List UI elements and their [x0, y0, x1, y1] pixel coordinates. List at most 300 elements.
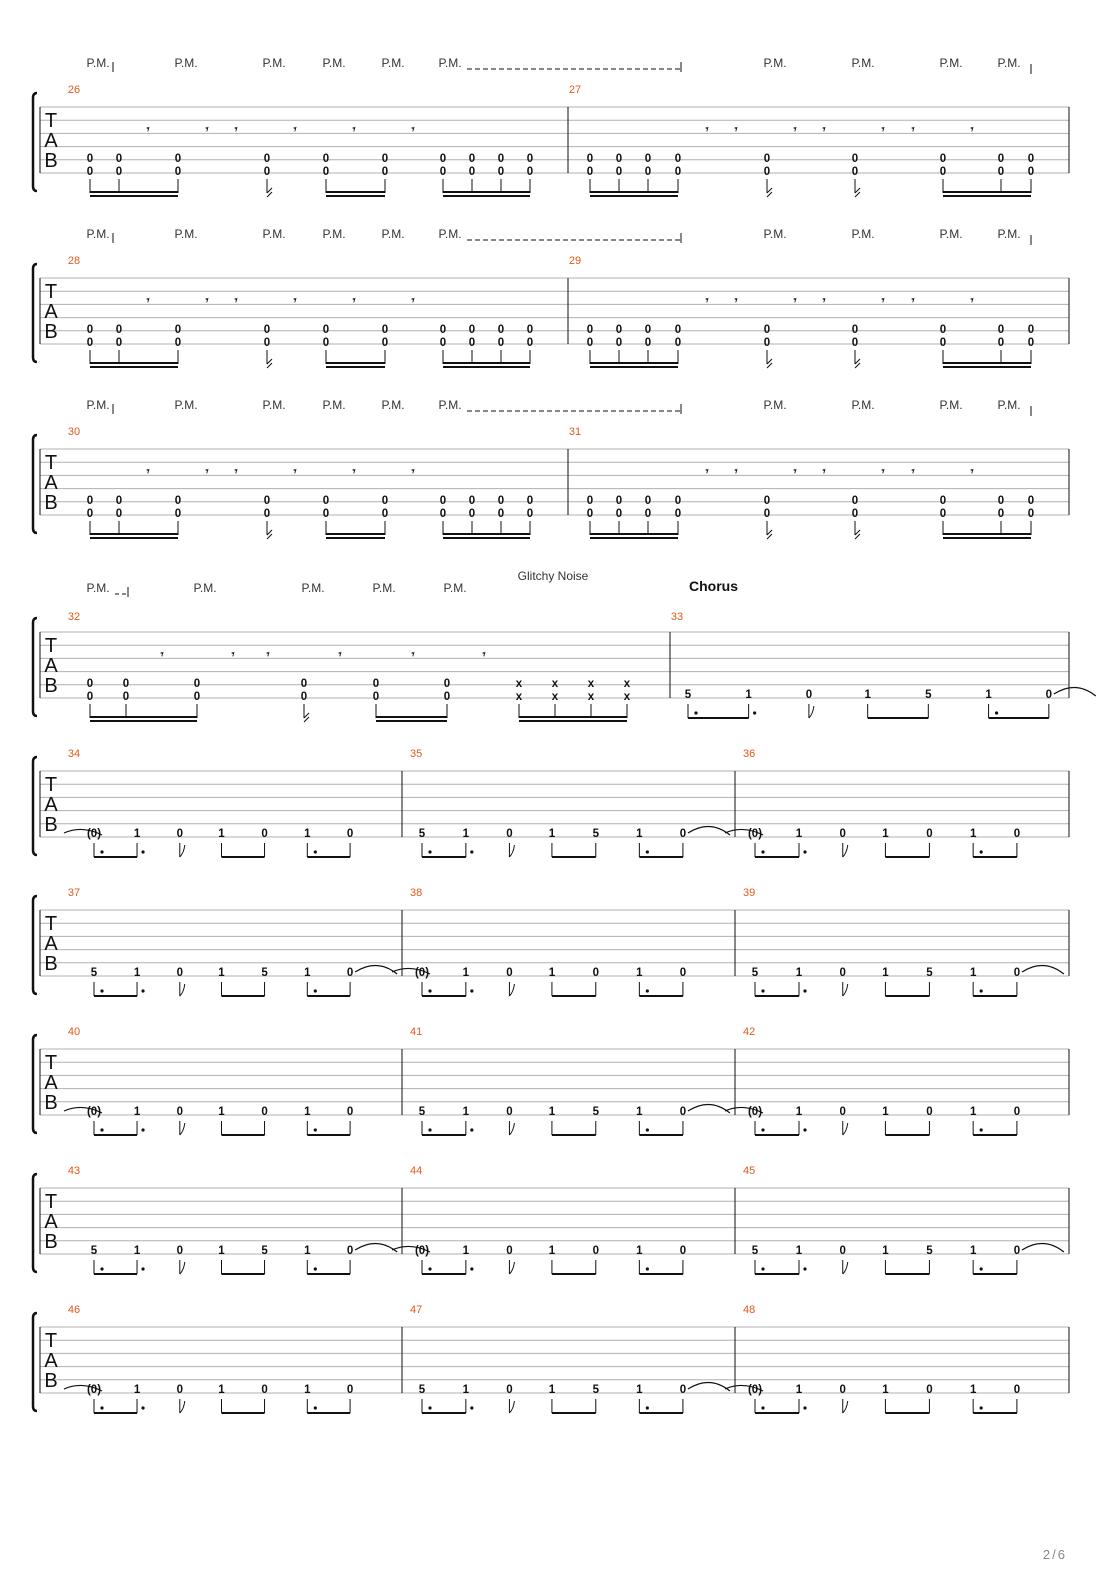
fret-number: 0 [615, 153, 623, 165]
tab-clef-letter: B [44, 1370, 58, 1392]
dot [980, 1267, 983, 1270]
dot [803, 1128, 806, 1131]
dot [646, 1267, 649, 1270]
beam [590, 195, 678, 197]
fret-number: 0 [86, 495, 94, 507]
measure-number: 27 [568, 84, 582, 96]
system-bracket [33, 1035, 37, 1133]
fret-number: (0) [747, 1384, 763, 1396]
fret-number: 1 [795, 1384, 803, 1396]
beam [943, 362, 1031, 364]
fret-number: 0 [586, 508, 594, 520]
beam [307, 1412, 350, 1414]
tab-clef-letter: A [44, 472, 58, 494]
tab-clef-letter: A [44, 933, 58, 955]
fret-number: (0) [86, 1106, 102, 1118]
beam [943, 191, 1031, 193]
beam [590, 366, 678, 368]
measure-number: 48 [743, 1304, 756, 1316]
beam [590, 537, 678, 539]
dot [470, 1128, 473, 1131]
beam [94, 1134, 137, 1136]
palm-mute-label: P.M. [86, 398, 110, 412]
dot [646, 989, 649, 992]
palm-mute-label: P.M. [262, 56, 286, 70]
tab-clef-letter: T [44, 452, 58, 474]
fret-number: 0 [526, 324, 534, 336]
tab-clef-letter: B [44, 953, 58, 975]
fret-number: 5 [418, 1384, 426, 1396]
fret-number: 0 [322, 337, 330, 349]
fret-number: 0 [468, 337, 476, 349]
palm-mute-label: P.M. [262, 227, 286, 241]
sixteenth-rest: 𝄾 [705, 466, 709, 478]
fret-number: 0 [586, 153, 594, 165]
fret-number: 0 [115, 508, 123, 520]
beam [552, 856, 596, 858]
fret-number: 5 [592, 1384, 599, 1396]
fret-number: 0 [586, 495, 594, 507]
tab-clef-letter: A [44, 1072, 58, 1094]
palm-mute-label: P.M. [193, 581, 217, 595]
fret-number: 1 [636, 1106, 643, 1118]
fret-number: 5 [751, 967, 759, 979]
fret-number: 0 [86, 508, 94, 520]
beam [639, 1412, 683, 1414]
sixteenth-rest: 𝄾 [411, 466, 415, 478]
tab-clef-letter: A [44, 130, 58, 152]
fret-number: 1 [133, 1106, 141, 1118]
beam [90, 533, 178, 535]
fret-number: 5 [261, 1245, 268, 1257]
fret-number: 0 [115, 337, 123, 349]
dot [995, 711, 998, 714]
section-chorus-label: Chorus [689, 578, 738, 594]
sixteenth-rest: 𝄾 [411, 295, 415, 307]
fret-number: 0 [997, 153, 1005, 165]
dot [141, 1128, 144, 1131]
dot [803, 1267, 806, 1270]
fret-number: 0 [497, 324, 505, 336]
fret-number: 1 [745, 689, 752, 701]
tie [1054, 687, 1096, 696]
fret-number: 0 [615, 508, 623, 520]
dot [803, 989, 806, 992]
beam [688, 717, 749, 719]
fret-number: 0 [592, 1245, 599, 1257]
palm-mute-label: P.M. [174, 227, 198, 241]
dot [314, 1128, 317, 1131]
fret-number: 0 [115, 495, 123, 507]
sixteenth-rest: 𝄾 [352, 295, 356, 307]
fret-number: 0 [679, 828, 687, 840]
fret-number: 0 [263, 495, 271, 507]
fret-number: 1 [636, 1245, 643, 1257]
measure-number: 47 [410, 1304, 423, 1316]
fret-number: 0 [439, 495, 447, 507]
fret-number: 0 [926, 1106, 933, 1118]
dot [761, 989, 764, 992]
fret-number: 1 [969, 1384, 977, 1396]
palm-mute-label: P.M. [381, 56, 405, 70]
dot [761, 1128, 764, 1131]
fret-number: 0 [674, 337, 682, 349]
fret-number: 1 [795, 967, 803, 979]
fret-number: 0 [346, 828, 354, 840]
fret-number: 0 [679, 1106, 687, 1118]
fret-number: 0 [674, 166, 682, 178]
beam [90, 537, 178, 539]
beam [222, 856, 265, 858]
fret-number: 1 [462, 967, 470, 979]
tab-clef-letter: T [44, 110, 58, 132]
sixteenth-rest: 𝄾 [793, 466, 797, 478]
beam [222, 995, 265, 997]
sixteenth-rest: 𝄾 [970, 124, 974, 136]
beam [973, 1134, 1017, 1136]
fret-number: 0 [381, 508, 389, 520]
page-total: 6 [1057, 1547, 1065, 1562]
beam [307, 995, 350, 997]
tab-clef-letter: B [44, 321, 58, 343]
sixteenth-rest: 𝄾 [793, 124, 797, 136]
dot [141, 850, 144, 853]
fret-number: 1 [548, 1106, 556, 1118]
fret-number: 5 [926, 967, 933, 979]
beam [94, 995, 137, 997]
note-flag [509, 984, 514, 996]
fret-number: 0 [526, 508, 534, 520]
fret-number: 0 [322, 508, 330, 520]
palm-mute-label: P.M. [262, 398, 286, 412]
beam [422, 1273, 466, 1275]
fret-number: 1 [218, 1106, 225, 1118]
fret-number: 1 [882, 1384, 889, 1396]
beam [326, 533, 385, 535]
fret-number: 0 [851, 508, 859, 520]
system-bracket [33, 264, 37, 362]
dot [470, 1267, 473, 1270]
dot [694, 711, 697, 714]
fret-number: 0 [1027, 166, 1035, 178]
palm-mute-label: P.M. [86, 56, 110, 70]
sixteenth-rest: 𝄾 [234, 295, 238, 307]
measure-number: 26 [67, 84, 81, 96]
palm-mute-label: P.M. [997, 56, 1021, 70]
beam [90, 716, 197, 718]
note-flag [180, 984, 185, 996]
palm-mute-label: P.M. [438, 56, 462, 70]
tab-clef-letter: B [44, 1092, 58, 1114]
beam [94, 1412, 137, 1414]
fret-number: 1 [882, 1245, 889, 1257]
fret-number: 0 [644, 324, 652, 336]
beam [90, 720, 197, 722]
note-flag [855, 188, 860, 197]
palm-mute-label: P.M. [939, 398, 963, 412]
beam [90, 191, 178, 193]
note-flag [809, 706, 814, 718]
fret-number: 0 [115, 324, 123, 336]
fret-number: 0 [174, 166, 182, 178]
palm-mute-label: P.M. [443, 581, 467, 595]
tie [688, 826, 730, 835]
fret-number: 0 [526, 337, 534, 349]
tab-clef-letter: B [44, 492, 58, 514]
fret-number: 0 [174, 153, 182, 165]
fret-number: 0 [86, 337, 94, 349]
note-flag [509, 845, 514, 857]
beam [307, 1273, 350, 1275]
measure-number: 46 [67, 1304, 81, 1316]
fret-number: 0 [526, 153, 534, 165]
fret-number: 0 [381, 495, 389, 507]
note-flag [843, 1401, 848, 1413]
sixteenth-rest: 𝄾 [911, 295, 915, 307]
beam [885, 1412, 929, 1414]
fret-number: 0 [586, 324, 594, 336]
dot [646, 1406, 649, 1409]
fret-number: 0 [926, 1384, 933, 1396]
system-bracket [33, 757, 37, 855]
fret-number: 0 [346, 1245, 354, 1257]
fret-number: 0 [261, 1384, 268, 1396]
fret-number: 0 [346, 1106, 354, 1118]
note-flag [267, 188, 272, 197]
fret-number: 0 [468, 166, 476, 178]
fret-number: 0 [443, 678, 451, 690]
fret-number: 0 [644, 495, 652, 507]
fret-number: 0 [468, 153, 476, 165]
sixteenth-rest: 𝄾 [160, 649, 164, 661]
dot [470, 989, 473, 992]
fret-number: 0 [346, 967, 354, 979]
dot [428, 1267, 431, 1270]
palm-mute-label: P.M. [438, 227, 462, 241]
beam [639, 995, 683, 997]
fret-number: 5 [925, 689, 932, 701]
sixteenth-rest: 𝄾 [911, 124, 915, 136]
beam [519, 716, 627, 718]
palm-mute-label: P.M. [997, 398, 1021, 412]
dot [803, 1406, 806, 1409]
fret-number: 1 [304, 1245, 311, 1257]
fret-number: 0 [122, 678, 130, 690]
fret-number: 0 [176, 967, 184, 979]
fret-number: 1 [985, 689, 992, 701]
fret-number: 0 [763, 166, 771, 178]
beam [326, 191, 385, 193]
palm-mute-label: P.M. [174, 56, 198, 70]
beam [755, 856, 799, 858]
beam [422, 1412, 466, 1414]
fret-number: 0 [586, 166, 594, 178]
fret-number: 1 [218, 1384, 225, 1396]
tab-clef-letter: T [44, 1330, 58, 1352]
fret-number: 0 [1027, 495, 1035, 507]
note-flag [267, 359, 272, 368]
dot [761, 850, 764, 853]
fret-number: 0 [997, 495, 1005, 507]
fret-number: x [515, 678, 523, 690]
fret-number: 0 [381, 166, 389, 178]
sixteenth-rest: 𝄾 [234, 124, 238, 136]
beam [973, 1273, 1017, 1275]
sixteenth-rest: 𝄾 [822, 124, 826, 136]
measure-number: 37 [67, 887, 81, 899]
fret-number: (0) [86, 828, 102, 840]
note-flag [843, 845, 848, 857]
palm-mute-label: P.M. [372, 581, 396, 595]
dot [428, 989, 431, 992]
fret-number: 0 [644, 337, 652, 349]
fret-number: 5 [261, 967, 268, 979]
fret-number: 0 [926, 828, 933, 840]
palm-mute-label: P.M. [763, 56, 787, 70]
dot [761, 1406, 764, 1409]
tie [1022, 965, 1064, 974]
measure-number: 33 [670, 611, 684, 623]
dot [980, 1128, 983, 1131]
dot [314, 1406, 317, 1409]
sixteenth-rest: 𝄾 [734, 124, 738, 136]
fret-number: 0 [261, 828, 268, 840]
note-flag [267, 530, 272, 539]
sixteenth-rest: 𝄾 [734, 295, 738, 307]
palm-mute-label: P.M. [322, 227, 346, 241]
fret-number: 0 [346, 1384, 354, 1396]
fret-number: 1 [548, 1384, 556, 1396]
note-flag [180, 1123, 185, 1135]
dot [100, 1128, 103, 1131]
palm-mute-label: P.M. [851, 56, 875, 70]
fret-number: 1 [548, 828, 556, 840]
fret-number: 1 [133, 1384, 141, 1396]
beam [973, 1412, 1017, 1414]
beam [422, 995, 466, 997]
fret-number: 1 [304, 1106, 311, 1118]
dot [470, 850, 473, 853]
fret-number: 0 [174, 337, 182, 349]
fret-number: 5 [592, 828, 599, 840]
fret-number: 0 [679, 1384, 687, 1396]
fret-number: 0 [939, 153, 947, 165]
system-bracket [33, 1174, 37, 1272]
fret-number: 1 [882, 1106, 889, 1118]
tab-clef-letter: B [44, 814, 58, 836]
dot [100, 1267, 103, 1270]
beam [943, 533, 1031, 535]
fret-number: x [587, 678, 595, 690]
system-bracket [33, 896, 37, 994]
fret-number: 0 [763, 495, 771, 507]
tab-clef-letter: T [44, 774, 58, 796]
beam [222, 1134, 265, 1136]
fret-number: 1 [133, 1245, 141, 1257]
sixteenth-rest: 𝄾 [231, 649, 235, 661]
fret-number: 1 [304, 828, 311, 840]
fret-number: 0 [674, 495, 682, 507]
beam [443, 533, 530, 535]
fret-number: 0 [176, 1245, 184, 1257]
fret-number: 1 [882, 967, 889, 979]
fret-number: 0 [839, 1245, 846, 1257]
beam [326, 362, 385, 364]
sixteenth-rest: 𝄾 [970, 295, 974, 307]
tab-clef-letter: B [44, 1231, 58, 1253]
fret-number: 1 [462, 828, 470, 840]
fret-number: 0 [997, 337, 1005, 349]
fret-number: 0 [763, 508, 771, 520]
beam [94, 856, 137, 858]
tab-clef-letter: A [44, 1211, 58, 1233]
fret-number: 0 [174, 495, 182, 507]
palm-mute-label: P.M. [86, 581, 110, 595]
beam [326, 537, 385, 539]
fret-number: 0 [176, 828, 184, 840]
fret-number: 0 [1013, 1384, 1021, 1396]
fret-number: 0 [86, 691, 94, 703]
palm-mute-label: P.M. [322, 56, 346, 70]
palm-mute-label: P.M. [939, 227, 963, 241]
fret-number: 0 [939, 337, 947, 349]
measure-number: 30 [67, 426, 81, 438]
dot [980, 1406, 983, 1409]
beam [307, 1134, 350, 1136]
fret-number: 0 [1027, 153, 1035, 165]
fret-number: 0 [851, 495, 859, 507]
fret-number: 0 [939, 495, 947, 507]
sixteenth-rest: 𝄾 [970, 466, 974, 478]
dot [100, 989, 103, 992]
note-flag [855, 530, 860, 539]
fret-number: 5 [751, 1245, 759, 1257]
dot [100, 1406, 103, 1409]
note-flag [767, 530, 772, 539]
fret-number: 1 [133, 967, 141, 979]
note-flag [180, 845, 185, 857]
tab-clef-letter: A [44, 1350, 58, 1372]
beam [376, 716, 447, 718]
sixteenth-rest: 𝄾 [705, 124, 709, 136]
fret-number: 0 [322, 153, 330, 165]
tie [355, 1243, 397, 1252]
tie [1022, 1243, 1064, 1252]
fret-number: 1 [636, 828, 643, 840]
fret-number: 0 [674, 153, 682, 165]
fret-number: 1 [304, 967, 311, 979]
tab-clef-letter: T [44, 1052, 58, 1074]
fret-number: 0 [439, 337, 447, 349]
fret-number: 0 [193, 678, 201, 690]
sixteenth-rest: 𝄾 [734, 466, 738, 478]
fret-number: 0 [615, 337, 623, 349]
fret-number: 0 [506, 1384, 513, 1396]
palm-mute-label: P.M. [322, 398, 346, 412]
palm-mute-label: P.M. [174, 398, 198, 412]
measure-number: 45 [743, 1165, 756, 1177]
beam [639, 856, 683, 858]
fret-number: 0 [263, 324, 271, 336]
fret-number: 0 [674, 508, 682, 520]
beam [943, 366, 1031, 368]
beam [307, 856, 350, 858]
dot [980, 989, 983, 992]
palm-mute-label: P.M. [381, 227, 405, 241]
fret-number: 0 [468, 324, 476, 336]
fret-number: 0 [174, 508, 182, 520]
palm-mute-label: P.M. [851, 398, 875, 412]
